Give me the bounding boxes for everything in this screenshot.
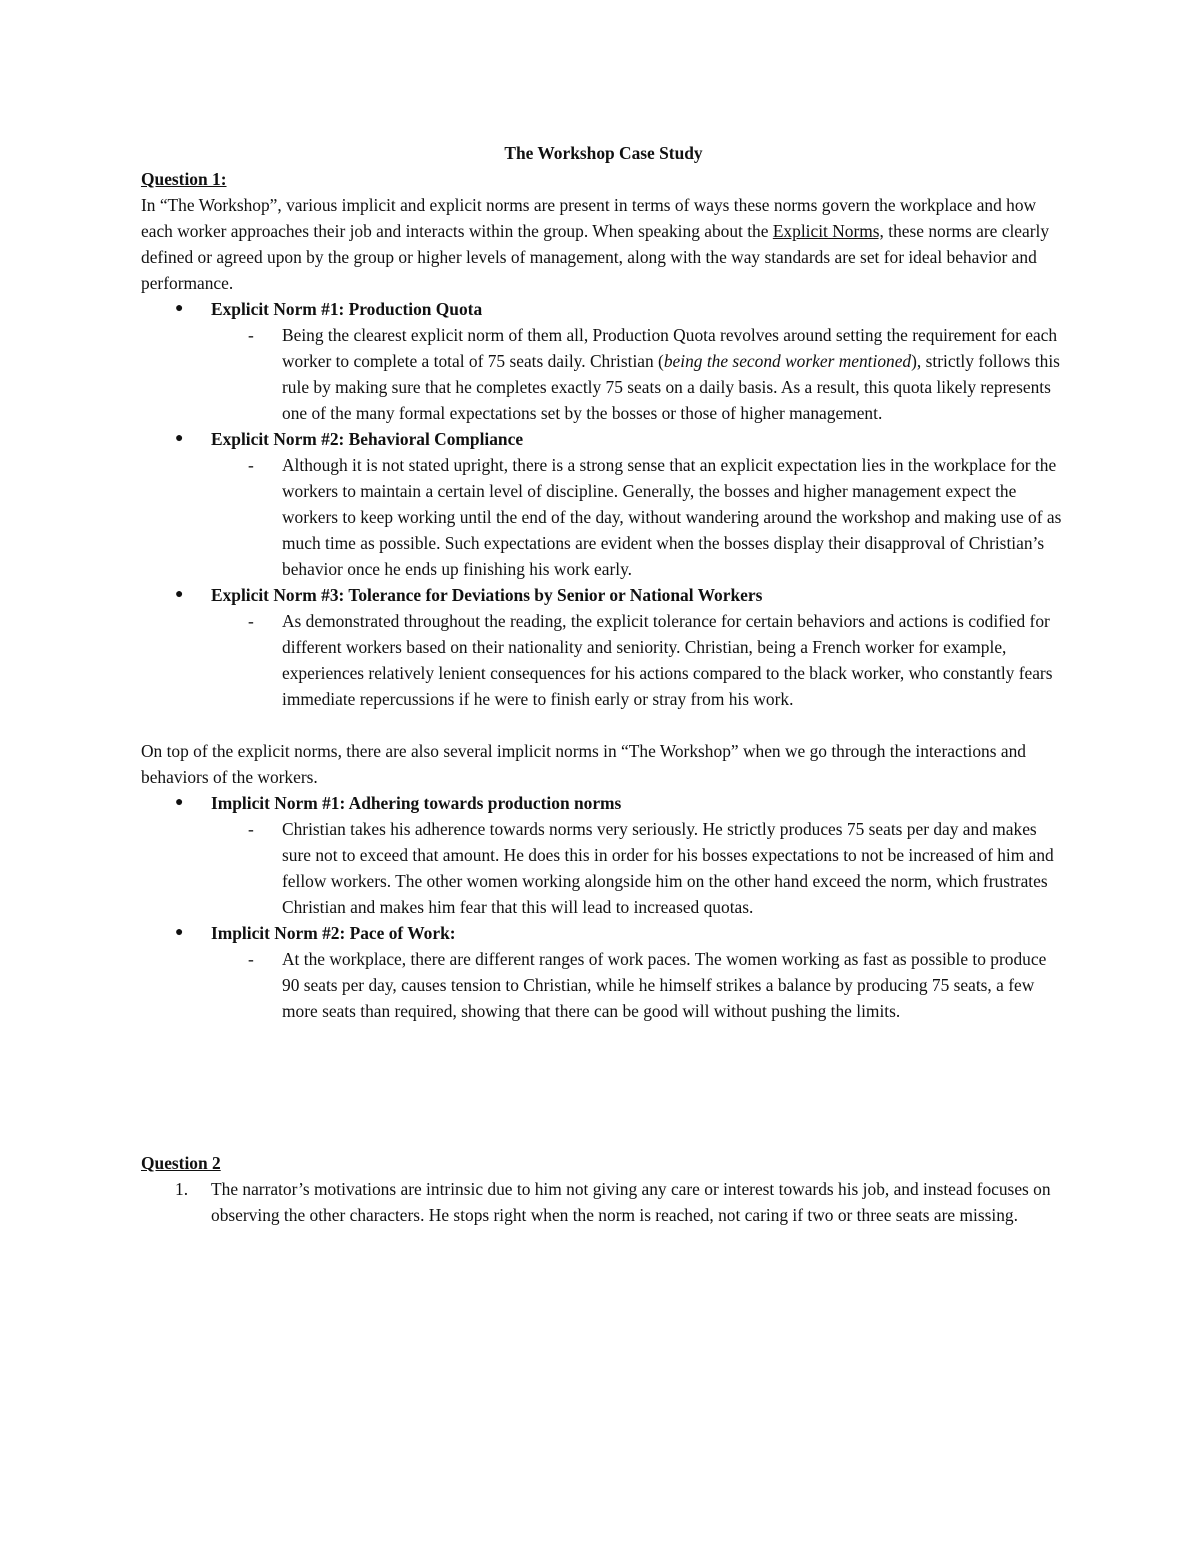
implicit-norm-1-title: ● Implicit Norm #1: Adhering towards production norms — [141, 790, 1066, 816]
explicit-norm-3-title: ● Explicit Norm #3: Tolerance for Deviations by Senior or National Workers — [141, 582, 1066, 608]
question-2-item-1: 1. The narrator’s motivations are intrinsic due to him not giving any care or interest towards his job, and instead focuses on observing the other characters. He stops right when the norm is reached, not caring if two or three seats are missing. — [141, 1176, 1066, 1228]
document-body — [141, 140, 1066, 1228]
implicit-norms-intro: On top of the explicit norms, there are also several implicit norms in “The Workshop” when we go through the interactions and behaviors of the workers. — [141, 741, 1026, 787]
dash-icon: - — [248, 949, 254, 969]
dash-icon: - — [248, 325, 254, 345]
implicit-norm-2-title: ● Implicit Norm #2: Pace of Work: — [141, 920, 1066, 946]
bullet-icon: ● — [175, 301, 184, 316]
explicit-norms-term: Explicit Norms, — [772, 221, 884, 241]
implicit-norm-1-text: - Christian takes his adherence towards norms very seriously. He strictly produces 75 seats per day and makes sure not to exceed that amount. He does this in order for his bosses expectations to not be increased of him and fellow workers. The other women working alongside him on the other hand exceed the norm, which frustrates Christian and makes him fear that this will lead to increased quotas. — [141, 816, 1066, 920]
dash-icon: - — [248, 819, 254, 839]
bullet-icon: ● — [175, 925, 184, 940]
question-2-heading: Question 2 — [141, 1153, 221, 1173]
bullet-icon: ● — [175, 587, 184, 602]
explicit-norm-3-text: - As demonstrated throughout the reading, the explicit tolerance for certain behaviors and actions is codified for different workers based on their nationality and seniority. Christian, being a French worker for example, experiences relatively lenient consequences for his actions compared to the black worker, who constantly fears immediate repercussions if he were to finish early or stray from his work. — [141, 608, 1066, 712]
explicit-norm-1-text: - Being the clearest explicit norm of them all, Production Quota revolves around setting the requirement for each worker to complete a total of 75 seats daily. Christian (being the second worker mentioned), strictly follows this rule by making sure that he completes exactly 75 seats on a daily basis. As a result, this quota likely represents one of the many formal expectations set by the bosses or those of higher management. — [141, 322, 1066, 426]
bullet-icon: ● — [175, 431, 184, 446]
question-1-heading: Question 1: — [141, 169, 227, 189]
explicit-norm-2-title: ● Explicit Norm #2: Behavioral Compliance — [141, 426, 1066, 452]
dash-icon: - — [248, 611, 254, 631]
document-title: The Workshop Case Study — [504, 143, 703, 163]
implicit-norm-2-text: - At the workplace, there are different ranges of work paces. The women working as fast as possible to produce 90 seats per day, causes tension to Christian, while he himself strikes a balance by producing 75 seats, a few more seats than required, showing that there can be good will without pushing the limits. — [141, 946, 1066, 1024]
explicit-norm-2-text: - Although it is not stated upright, there is a strong sense that an explicit expectation lies in the workplace for the workers to maintain a certain level of discipline. Generally, the bosses and higher management expect the workers to keep working until the end of the day, without wandering around the workshop and making use of as much time as possible. Such expectations are evident when the bosses display their disapproval of Christian’s behavior once he ends up finishing his work early. — [141, 452, 1066, 582]
list-number: 1. — [175, 1179, 189, 1199]
explicit-norm-1-title: ● Explicit Norm #1: Production Quota — [141, 296, 1066, 322]
question-1-intro: In “The Workshop”, various implicit and explicit norms are present in terms of ways these norms govern the workplace and how each worker approaches their job and interacts within the group. When speaking about the Explicit Norms, these norms are clearly defined or agreed upon by the group or higher levels of management, along with the way standards are set for ideal behavior and performance. — [141, 195, 1050, 293]
bullet-icon: ● — [175, 795, 184, 810]
spacer — [141, 1024, 1066, 1150]
spacer — [141, 712, 1066, 738]
dash-icon: - — [248, 455, 254, 475]
